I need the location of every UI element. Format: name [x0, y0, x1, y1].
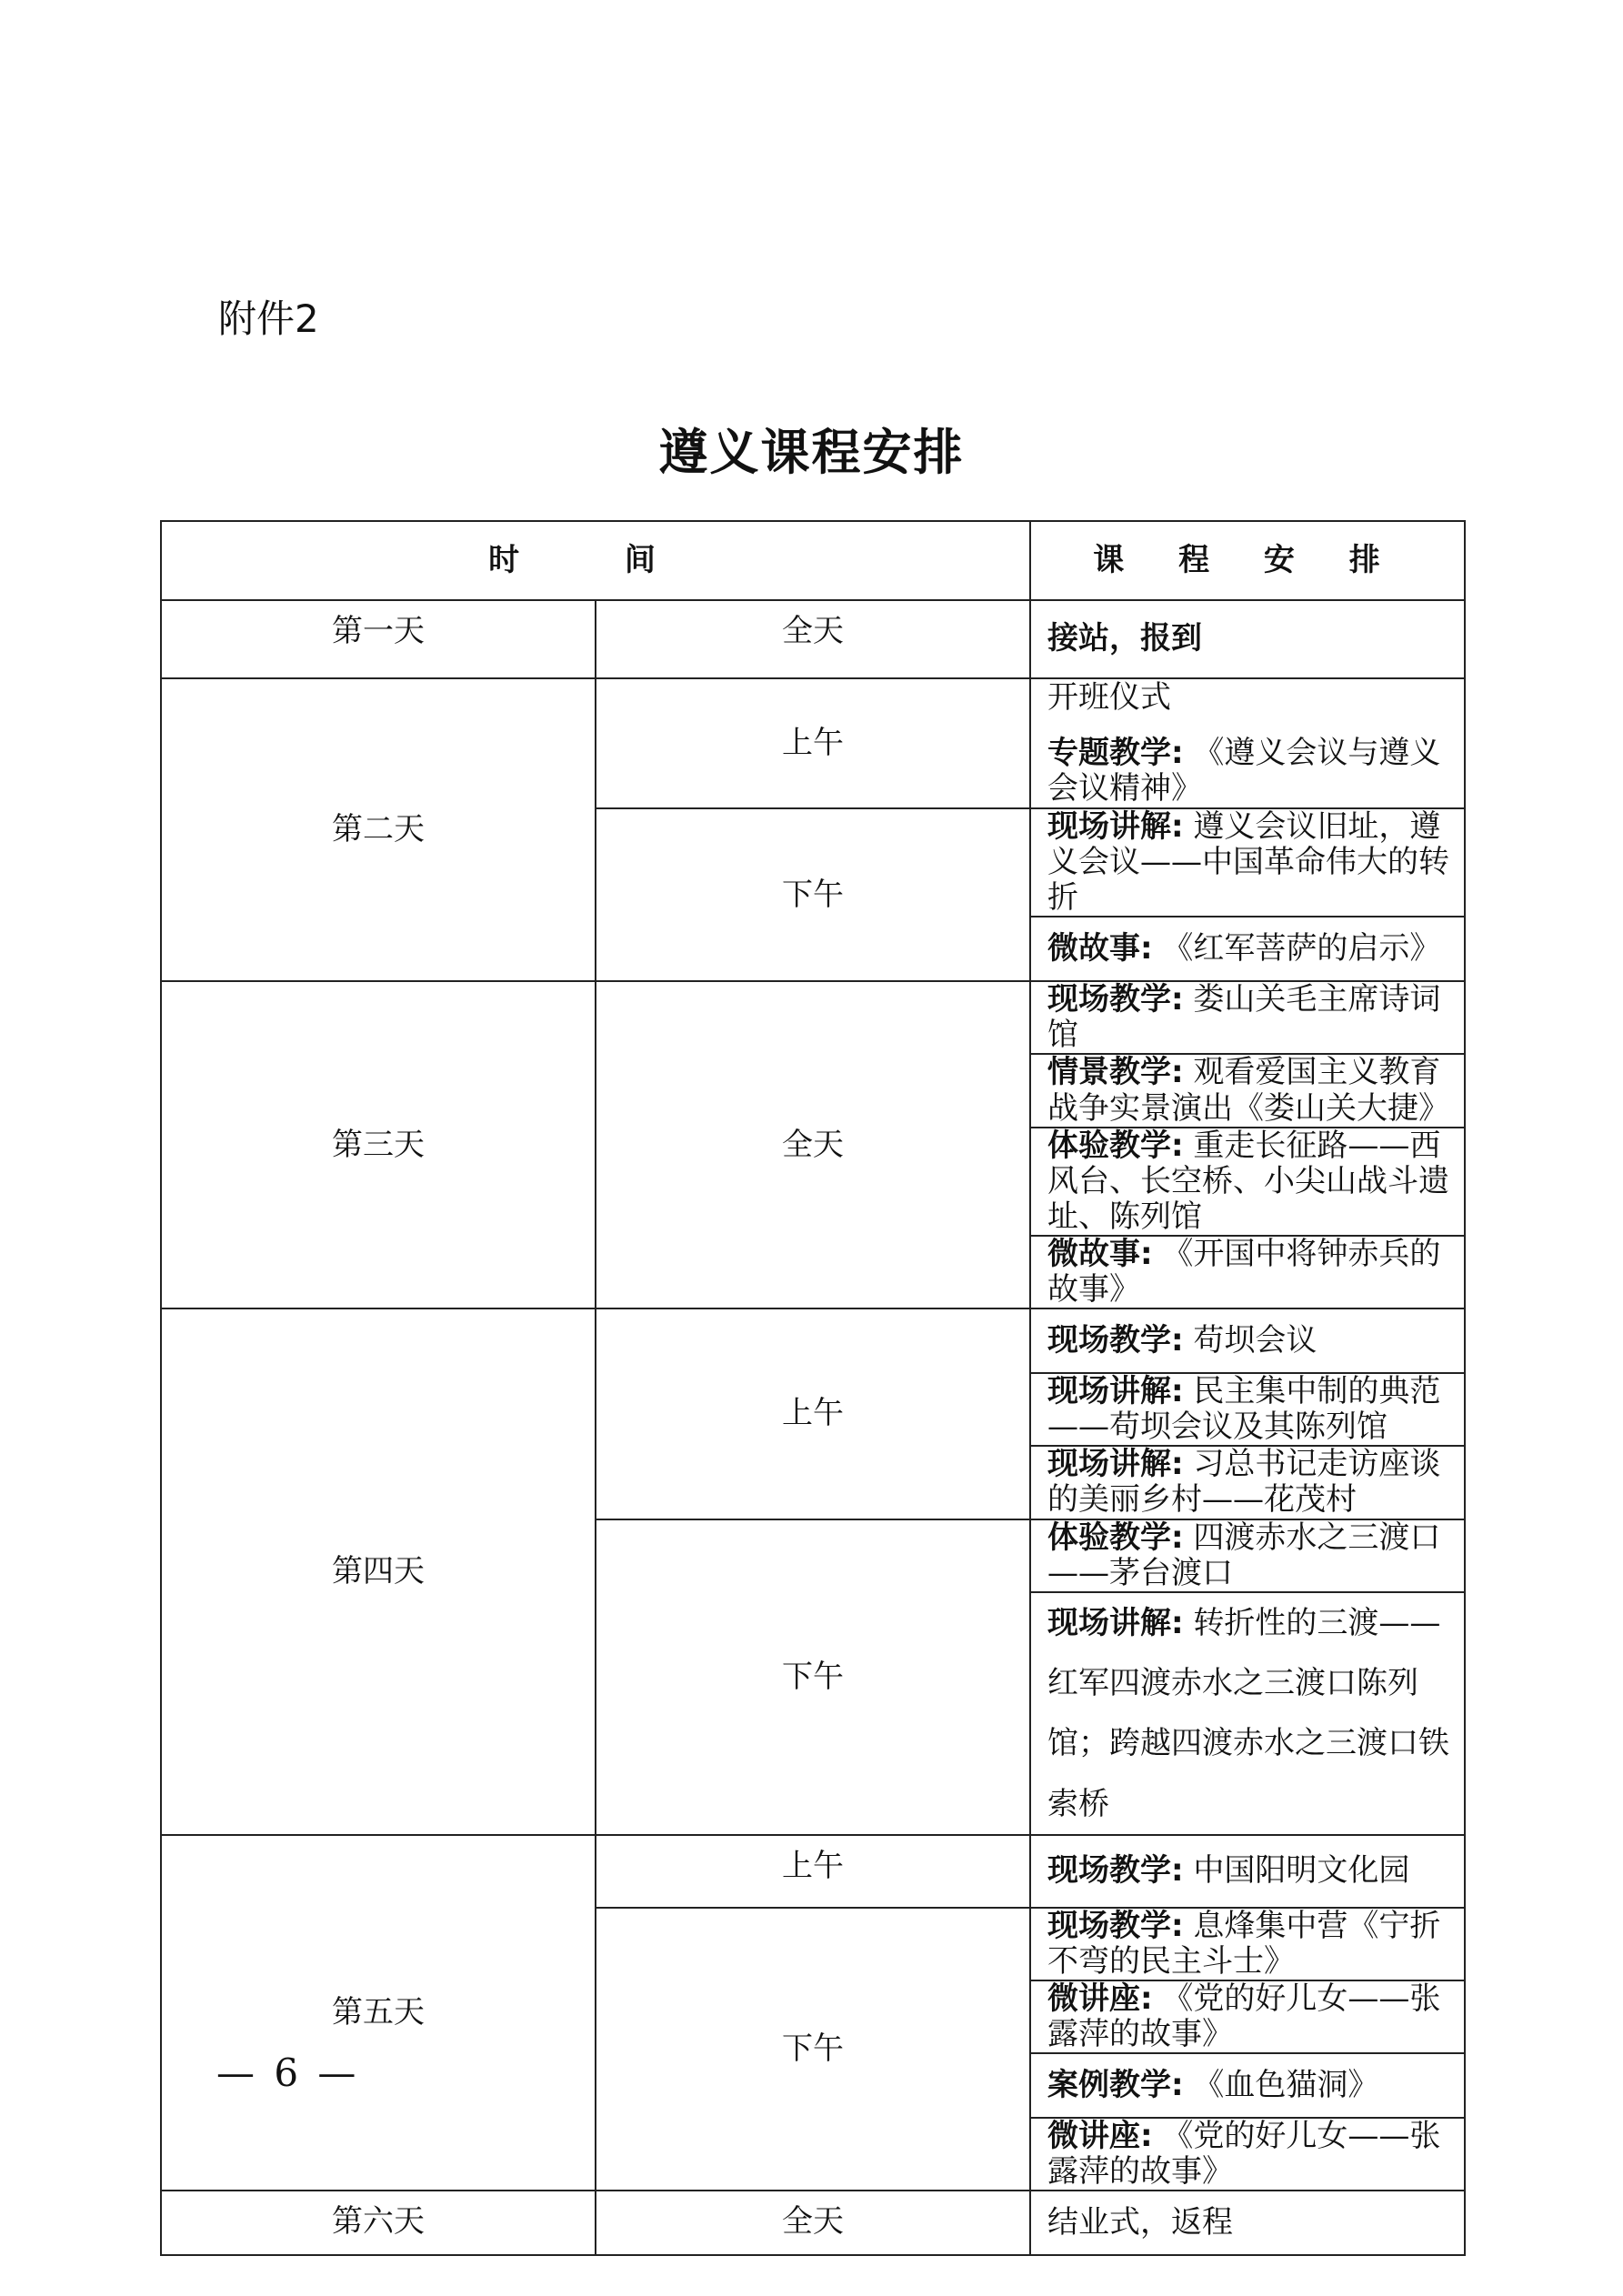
item-label: 微故事:	[1047, 930, 1153, 968]
item-text: 息烽集中营《宁折不弯的民主斗士》	[1047, 1907, 1441, 1980]
half-day-label: 上午	[596, 1308, 1030, 1519]
item-text: 转折性的三渡——红军四渡赤水之三渡口陈列馆；跨越四渡赤水之三渡口铁索桥	[1047, 1604, 1449, 1822]
table-header-row	[161, 521, 1465, 600]
half-day-label: 上午	[596, 1835, 1030, 1908]
item-text: 重走长征路——西风台、长空桥、小尖山战斗遗址、陈列馆	[1047, 1127, 1449, 1235]
item-label: 微故事:	[1047, 1235, 1153, 1272]
item-text: 《血色猫洞》	[1193, 2067, 1379, 2104]
schedule-table	[160, 520, 1466, 2256]
schedule-item	[1030, 2053, 1465, 2118]
half-day-label: 上午	[596, 678, 1030, 808]
half-day-label: 全天	[596, 2191, 1030, 2255]
half-day-label: 下午	[596, 1908, 1030, 2191]
table-row	[161, 981, 1465, 1054]
item-label: 现场讲解:	[1047, 808, 1184, 845]
schedule-item	[1030, 1236, 1465, 1308]
item-text: 《党的好儿女——张露萍的故事》	[1047, 1980, 1441, 2053]
schedule-item	[1030, 1592, 1465, 1835]
schedule-item: 接站，报到	[1030, 600, 1465, 678]
half-day-label: 下午	[596, 808, 1030, 981]
schedule-item	[1030, 1519, 1465, 1592]
item-text: 开班仪式	[1047, 678, 1171, 716]
half-day-label: 下午	[596, 1519, 1030, 1835]
header-time: 时 间	[161, 521, 1030, 600]
item-text: 遵义会议旧址，遵义会议——中国革命伟大的转折	[1047, 808, 1449, 917]
table-row	[161, 678, 1465, 808]
schedule-item	[1030, 678, 1465, 808]
schedule-item	[1030, 1446, 1465, 1519]
item-text: 习总书记走访座谈的美丽乡村——花茂村	[1047, 1446, 1441, 1519]
document-title: 遵义课程安排	[658, 423, 965, 481]
schedule-item	[1030, 2191, 1465, 2255]
item-text: 《党的好儿女——张露萍的故事》	[1047, 2118, 1441, 2191]
item-label: 现场教学:	[1047, 1322, 1184, 1359]
item-label: 现场讲解:	[1047, 1604, 1184, 1641]
schedule-item	[1030, 1128, 1465, 1236]
schedule-item	[1030, 2118, 1465, 2191]
item-label: 现场教学:	[1047, 981, 1184, 1018]
item-text: 《红军菩萨的启示》	[1162, 930, 1441, 968]
schedule-item	[1030, 917, 1465, 981]
item-label: 现场教学:	[1047, 1907, 1184, 1944]
item-text: 苟坝会议	[1193, 1322, 1317, 1359]
day-label: 第五天	[161, 1835, 596, 2191]
table-row	[161, 2191, 1465, 2255]
item-text: 四渡赤水之三渡口——茅台渡口	[1047, 1519, 1441, 1591]
day-label: 第三天	[161, 981, 596, 1308]
item-label: 现场讲解:	[1047, 1373, 1184, 1410]
table-row	[161, 1308, 1465, 1373]
item-text: 《遵义会议与遵义会议精神》	[1047, 734, 1441, 807]
table-row	[161, 1835, 1465, 1908]
attachment-label: 附件2	[218, 296, 319, 341]
page-number: — 6 —	[216, 2050, 360, 2095]
schedule-item	[1030, 1980, 1465, 2053]
item-label: 微讲座:	[1047, 1980, 1153, 2018]
day-label: 第一天	[161, 600, 596, 678]
item-label: 体验教学:	[1047, 1519, 1184, 1556]
half-day-label: 全天	[596, 981, 1030, 1308]
item-text: 观看爱国主义教育战争实景演出《娄山关大捷》	[1047, 1054, 1449, 1127]
item-text: 中国阳明文化园	[1193, 1852, 1410, 1890]
schedule-item	[1030, 1308, 1465, 1373]
item-text: 娄山关毛主席诗词馆	[1047, 981, 1441, 1054]
item-label: 现场教学:	[1047, 1852, 1184, 1890]
schedule-item	[1030, 1908, 1465, 1980]
schedule-item	[1030, 981, 1465, 1054]
item-label: 微讲座:	[1047, 2118, 1153, 2155]
schedule-item	[1030, 808, 1465, 917]
item-label: 专题教学:	[1047, 734, 1184, 771]
item-label: 情景教学:	[1047, 1054, 1184, 1091]
schedule-item	[1030, 1054, 1465, 1127]
day-label: 第六天	[161, 2191, 596, 2255]
header-course: 课 程 安 排	[1030, 521, 1465, 600]
schedule-item	[1030, 1373, 1465, 1446]
day-label: 第四天	[161, 1308, 596, 1835]
item-label: 体验教学:	[1047, 1127, 1184, 1164]
table-row	[161, 600, 1465, 678]
item-label: 案例教学:	[1047, 2067, 1184, 2104]
schedule-item	[1030, 1835, 1465, 1908]
day-label: 第二天	[161, 678, 596, 981]
half-day-label: 全天	[596, 600, 1030, 678]
item-label: 现场讲解:	[1047, 1446, 1184, 1483]
item-text: 民主集中制的典范——苟坝会议及其陈列馆	[1047, 1373, 1441, 1446]
item-text: 《开国中将钟赤兵的故事》	[1047, 1235, 1441, 1308]
item-text: 结业式，返程	[1047, 2204, 1233, 2241]
